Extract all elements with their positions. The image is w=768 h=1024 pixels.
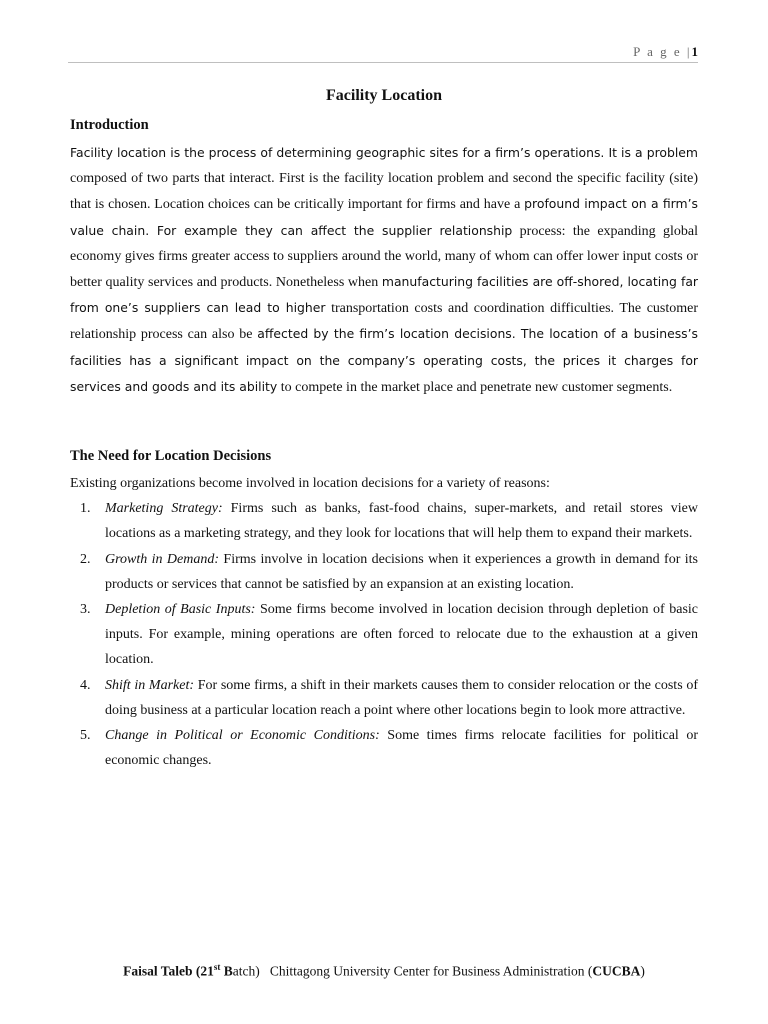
page-separator: | [686,44,692,59]
footer-author: Faisal Taleb [123,963,193,979]
introduction-section [70,117,698,134]
intro-line: facility (site) that is chosen. Location choices can be critically important for firms and have a [70,171,699,213]
list-text: For some firms, a shift in their markets causes them to consider relocation or the costs of doing business at a particular location reach a point where other locations begin to look more attractive. [105,677,698,718]
list-item [70,496,698,546]
intro-line: many of whom can offer lower input costs or better quality services and products. Nonetheless when [70,248,698,291]
intro-line: to compete in the market place and penetrate new customer segments. [280,379,673,395]
footer-acronym: CUCBA [592,963,641,979]
footer-batch-b: B [223,963,233,979]
list-text: Some firms become involved in location decision through depletion of basic inputs. For example, mining operations are often forced to relocate due to the exhaustion at a given location. [105,602,698,668]
list-term: Growth in Demand: [105,551,220,567]
need-intro: Existing organizations become involved in location decisions for a variety of reasons: [70,476,550,491]
list-text: Firms involve in location decisions when it experiences a growth in demand for its products or services that cannot be satisfied by an expansion at an existing location. [105,551,698,592]
list-term: Marketing Strategy: [105,501,223,517]
list-number: 3. [80,602,91,618]
footer-institution: Chittagong University Center for Business Administration ( [269,963,593,979]
list-item [70,723,698,773]
list-text: Firms such as banks, fast-food chains, super-markets, and retail stores view locations as a marketing strategy, and they look for locations that will help them to expand their markets. [105,501,698,542]
footer-batch-open: (21 [195,963,214,979]
introduction-paragraph [70,140,698,400]
intro-line: transportation costs and coordination difficulties. The customer relationship process can also be [70,301,699,343]
list-number: 4. [80,677,91,693]
intro-line: affected by the firm’s location decisions. The location of a business’s facilities has a significant [70,326,699,368]
footer-batch-sup: st [213,962,221,972]
need-section [70,448,698,465]
page-number: 1 [691,44,698,59]
list-item [70,597,698,673]
page-header [633,44,698,60]
reasons-list [70,496,698,773]
footer-batch-rest: atch) [232,963,260,979]
list-number: 1. [80,501,91,517]
intro-line: composed of two parts that interact. First is the facility location problem and second the specific [70,171,621,187]
intro-line: manufacturing facilities are off-shored, locating far from one’s suppliers can lead to higher [70,274,699,316]
intro-line: profound impact on a firm’s value chain. For example they can affect the supplier relationship [70,196,698,238]
intro-line: process: the expanding global economy gives firms greater access to suppliers around the world, [70,223,698,264]
intro-line: Facility location is the process of determining geographic sites for a firm’s operations. It is a problem [70,145,698,160]
list-item [70,547,698,597]
list-term: Depletion of Basic Inputs: [105,602,256,618]
document-title: Facility Location [326,87,442,104]
list-term: Shift in Market: [105,677,195,693]
introduction-heading: Introduction [70,117,149,133]
page-footer [0,962,768,980]
need-heading: The Need for Location Decisions [70,448,272,464]
need-body [70,471,698,773]
intro-line: impact on the company’s operating costs, the prices it charges for services and goods and its ability [70,352,699,394]
header-divider [68,62,698,63]
list-number: 5. [80,728,91,744]
list-number: 2. [80,551,91,567]
page-label: P a g e [633,44,682,59]
list-text: Some times firms relocate facilities for political or economic changes. [105,728,698,769]
list-term: Change in Political or Economic Conditions: [105,728,380,744]
footer-close: ) [640,963,645,979]
list-item [70,673,698,723]
